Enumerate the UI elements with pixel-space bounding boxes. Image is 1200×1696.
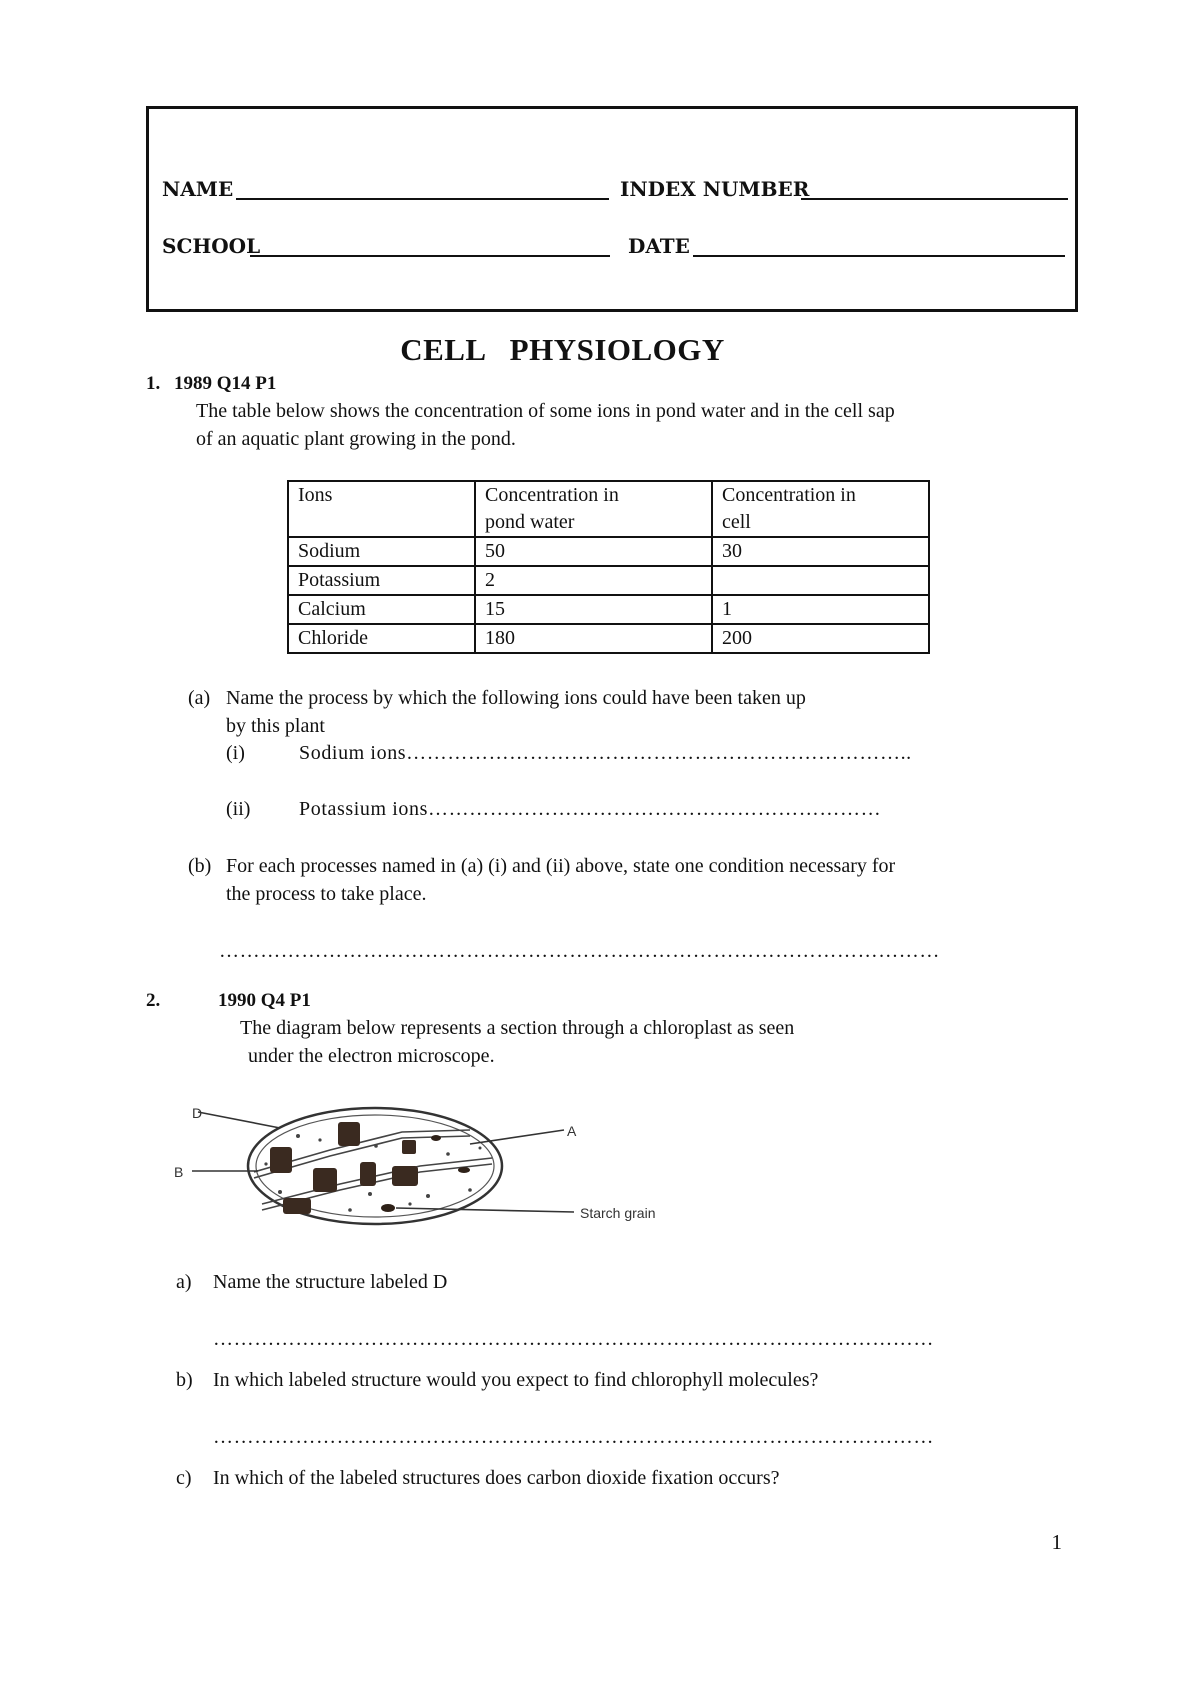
chloroplast-diagram [170, 1092, 690, 1242]
page-number: 1 [1051, 1530, 1062, 1554]
label-b: B [174, 1164, 184, 1180]
table-cell: 30 [712, 537, 929, 566]
q2-intro-line2: under the electron microscope. [248, 1045, 495, 1067]
name-label: NAME [162, 177, 234, 201]
q1-number: 1. [146, 373, 161, 394]
q1-intro-line1: The table below shows the concentration of some ions in pond water and in the cell sap [196, 400, 895, 422]
school-field[interactable] [250, 255, 610, 257]
q1b-answer-line[interactable]: …………………………………………………………………………………………… [219, 940, 940, 962]
ion-concentration-table [287, 480, 930, 654]
table-cell: 200 [712, 624, 929, 653]
table-header-cell: Concentration in pond water [475, 481, 712, 537]
q2a-answer-line[interactable]: …………………………………………………………………………………………… [213, 1328, 934, 1350]
page-title: CELL PHYSIOLOGY [400, 332, 725, 367]
table-cell: Sodium [288, 537, 475, 566]
q2b-text: In which labeled structure would you expect to find chlorophyll molecules? [213, 1369, 819, 1391]
table-cell: 50 [475, 537, 712, 566]
table-cell: Potassium [288, 566, 475, 595]
q1-reference: 1989 Q14 P1 [174, 373, 277, 394]
table-header-row [288, 481, 929, 537]
pointer-starch [396, 1208, 574, 1212]
table-cell: 2 [475, 566, 712, 595]
q2a-label: a) [176, 1271, 192, 1293]
table-header-cell: Concentration in cell [712, 481, 929, 537]
q1a-ii-label: (ii) [226, 798, 251, 820]
q1b-line1: For each processes named in (a) (i) and (ii) above, state one condition necessary for [226, 855, 896, 877]
table-row [288, 595, 929, 624]
q2a-text: Name the structure labeled D [213, 1271, 448, 1293]
table-cell: 1 [712, 595, 929, 624]
table-cell: 180 [475, 624, 712, 653]
table-cell [712, 566, 929, 595]
index-number-field[interactable] [801, 198, 1068, 200]
q2c-text: In which of the labeled structures does carbon dioxide fixation occurs? [213, 1467, 780, 1489]
index-number-label: INDEX NUMBER [620, 177, 810, 201]
q2b-label: b) [176, 1369, 193, 1391]
q1b-label: (b) [188, 855, 212, 877]
table-cell: Chloride [288, 624, 475, 653]
table-row [288, 537, 929, 566]
q1a-label: (a) [188, 687, 211, 709]
date-field[interactable] [693, 255, 1065, 257]
q1a-line1: Name the process by which the following ions could have been taken up [226, 687, 806, 709]
pointer-d [198, 1112, 280, 1128]
q2-reference: 1990 Q4 P1 [218, 990, 311, 1011]
name-field[interactable] [236, 198, 609, 200]
table-row [288, 624, 929, 653]
q2-intro-line1: The diagram below represents a section through a chloroplast as seen [240, 1017, 795, 1039]
date-label: DATE [628, 234, 690, 258]
q1a-line2: by this plant [226, 715, 325, 737]
q2c-label: c) [176, 1467, 192, 1489]
table-row [288, 566, 929, 595]
table-cell: 15 [475, 595, 712, 624]
label-d: D [192, 1105, 203, 1121]
q1a-ii-answer-line[interactable]: Potassium ions………………………………………………………… [299, 798, 882, 820]
grana [270, 1122, 418, 1214]
q1-intro-line2: of an aquatic plant growing in the pond. [196, 428, 516, 450]
q2-number: 2. [146, 990, 161, 1011]
label-a: A [567, 1123, 577, 1139]
school-label: SCHOOL [162, 234, 261, 258]
student-details-box [146, 106, 1078, 312]
label-starch-grain: Starch grain [580, 1205, 656, 1221]
table-cell: Calcium [288, 595, 475, 624]
q2b-answer-line[interactable]: …………………………………………………………………………………………… [213, 1426, 934, 1448]
q1a-i-label: (i) [226, 742, 245, 764]
q1a-i-answer-line[interactable]: Sodium ions……………………………………………………………….. [299, 742, 912, 764]
table-header-cell: Ions [288, 481, 475, 537]
q1b-line2: the process to take place. [226, 883, 427, 905]
